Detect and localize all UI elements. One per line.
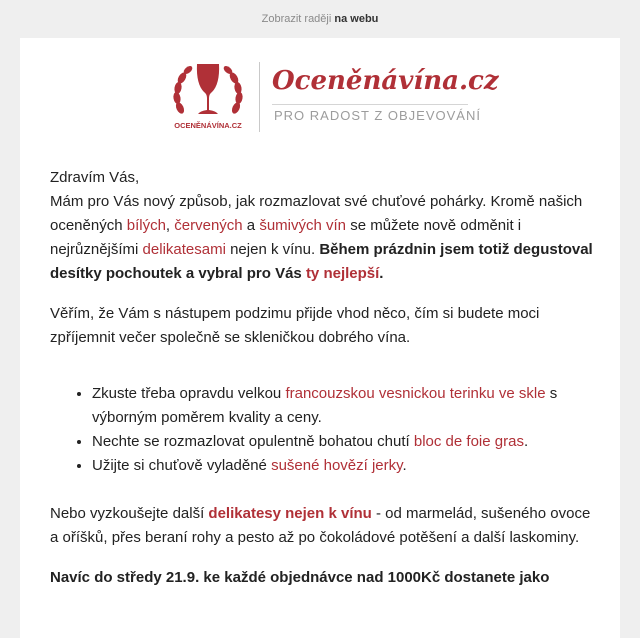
intro-bold-text: Během prázdnin jsem totiž degustoval desítky pochoutek a vybral pro Vás: [50, 241, 593, 282]
view-online-prefix: Zobrazit raději: [261, 13, 332, 25]
product-list: [50, 382, 595, 478]
intro-text-1: Mám pro Vás nový způsob, jak rozmazlovat své chuťové pohárky. Kromě našich oceněných: [50, 193, 583, 234]
view-online-link[interactable]: na webu: [334, 13, 379, 25]
wine-glass-laurel-icon: [168, 58, 248, 138]
intro-text-5: nejen k vínu.: [225, 241, 320, 258]
link-delicacies-not-only-wine[interactable]: delikatesy nejen k vínu: [208, 505, 372, 522]
email-body: [50, 166, 595, 606]
link-white-wines[interactable]: bílých: [126, 217, 166, 234]
intro-text-2: ,: [165, 217, 175, 234]
link-french-terrine[interactable]: francouzskou vesnickou terinku ve skle: [285, 385, 546, 402]
link-the-best[interactable]: ty nejlepší: [305, 265, 380, 282]
offer-paragraph: Navíc do středy 21.9. ke každé objednávce nad 1000Kč dostanete jako: [50, 569, 550, 586]
list-item: • Zkuste třeba opravdu velkou francouzskou vesnickou terinku ve skle s výborným poměrem kvality a ceny.: [92, 382, 595, 430]
brand-logo[interactable]: [168, 58, 499, 138]
link-red-wines[interactable]: červených: [174, 217, 243, 234]
intro-paragraph: [50, 190, 595, 286]
intro-text-3: a: [242, 217, 260, 234]
list-item: • Nechte se rozmazlovat opulentně bohatou chutí bloc de foie gras.: [92, 430, 595, 454]
link-beef-jerky[interactable]: sušené hovězí jerky: [271, 457, 403, 474]
greeting: Zdravím Vás,: [50, 169, 140, 186]
brand-rule: [272, 104, 468, 105]
brand-tagline: PRO RADOST Z OBJEVOVÁNÍ: [274, 108, 481, 123]
link-delicacies[interactable]: delikatesami: [142, 241, 226, 258]
link-foie-gras[interactable]: bloc de foie gras: [413, 433, 524, 450]
logo-divider: [259, 62, 260, 132]
list-item: • Užijte si chuťově vyladěné sušené hovězí jerky.: [92, 454, 595, 478]
email-card: [20, 38, 620, 638]
intro-text-4: se můžete nově odměnit i nejrůznějšími: [50, 217, 522, 258]
view-online-bar: [0, 0, 640, 38]
more-delicacies-paragraph: Nebo vyzkoušejte další delikatesy nejen k vínu - od marmelád, sušeného ovoce a oříšků, přes beraní rohy a pesto až po čokoládové potěšení a další laskominy.: [50, 505, 591, 546]
brand-name: Oceněnávína.cz: [272, 66, 499, 96]
link-sparkling-wines[interactable]: šumivých vín: [259, 217, 347, 234]
emblem-text: OCENĚNÁVÍNA.CZ: [174, 121, 242, 130]
autumn-paragraph: Věřím, že Vám s nástupem podzimu přijde vhod něco, čím si budete moci zpříjemnit večer společně se skleničkou dobrého vína.: [50, 305, 540, 346]
intro-bold-end: .: [379, 265, 384, 282]
